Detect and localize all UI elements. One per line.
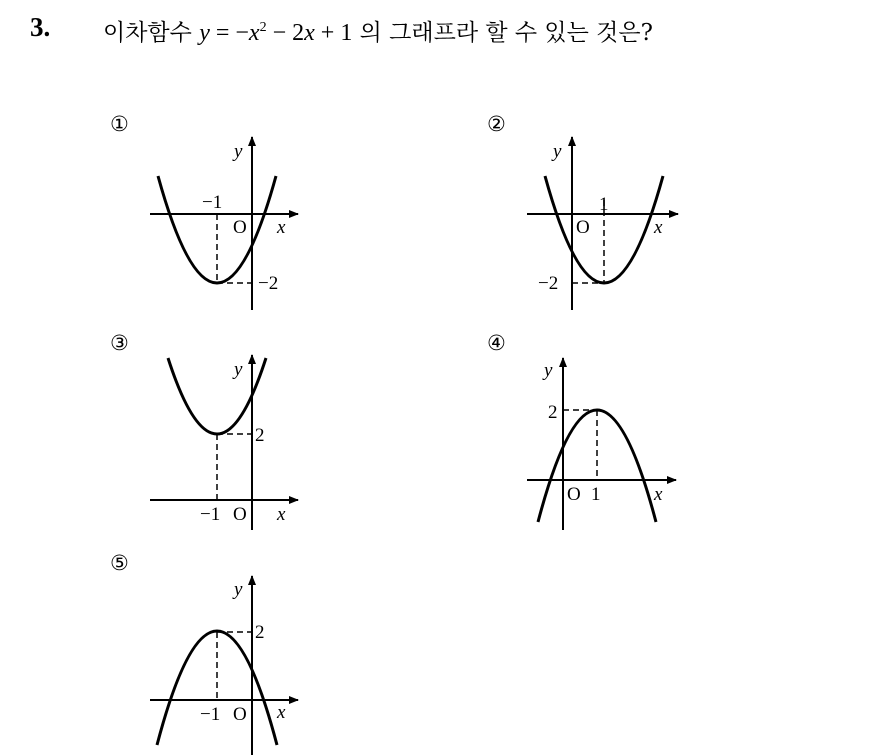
choice-4-label-b: 1 [591,484,601,505]
choice-4-marker[interactable]: ④ [487,331,506,355]
choice-2-x-label: x [654,217,663,238]
choice-1-label-a: −1 [202,192,223,213]
choice-3-origin-label: O [233,504,247,525]
choice-2-label-b: −2 [538,273,559,294]
choice-4-x-label: x [654,484,663,505]
choice-1-x-label: x [277,217,286,238]
choice-5-graph[interactable] [150,576,298,755]
choice-4-origin-label: O [567,484,581,505]
choice-5-marker[interactable]: ⑤ [110,551,129,575]
choice-4-graph[interactable] [527,358,676,530]
equation-var2: x [304,20,315,46]
equation-tail: + 1 [314,20,353,46]
question-prefix: 이차함수 [103,20,192,46]
choice-3-graph[interactable] [150,355,298,530]
equation-mid: − 2 [266,20,305,46]
choice-5-label-a: 2 [255,622,265,643]
choice-5-origin-label: O [233,704,247,725]
choice-1-label-b: −2 [258,273,279,294]
choice-5-label-b: −1 [200,704,221,725]
choice-3-y-label: y [234,359,243,380]
equation-exponent: 2 [259,20,267,35]
choice-1-graph[interactable] [150,137,298,310]
choice-4-y-label: y [544,360,553,381]
equation-eq: = − [209,20,249,46]
choice-2-origin-label: O [576,217,590,238]
choice-5-y-label: y [234,579,243,600]
equation-lhs: y [199,20,210,46]
choice-2-parabola [545,176,663,283]
choice-3-x-label: x [277,504,286,525]
equation-var1: x [248,20,260,46]
question-number: 3. [30,12,51,42]
choice-2-marker[interactable]: ② [487,112,506,136]
choice-1-origin-label: O [233,217,247,238]
choice-2-label-a: 1 [599,194,609,215]
choice-4-label-a: 2 [548,402,558,423]
choice-1-y-label: y [234,141,243,162]
choice-3-label-b: −1 [200,504,221,525]
choice-3-marker[interactable]: ③ [110,331,129,355]
choice-5-x-label: x [277,702,286,723]
choice-2-graph[interactable] [527,137,678,310]
choice-2-y-label: y [553,141,562,162]
choice-1-marker[interactable]: ① [110,112,129,136]
choice-3-label-a: 2 [255,425,265,446]
question-suffix: 의 그래프라 할 수 있는 것은? [359,20,653,46]
